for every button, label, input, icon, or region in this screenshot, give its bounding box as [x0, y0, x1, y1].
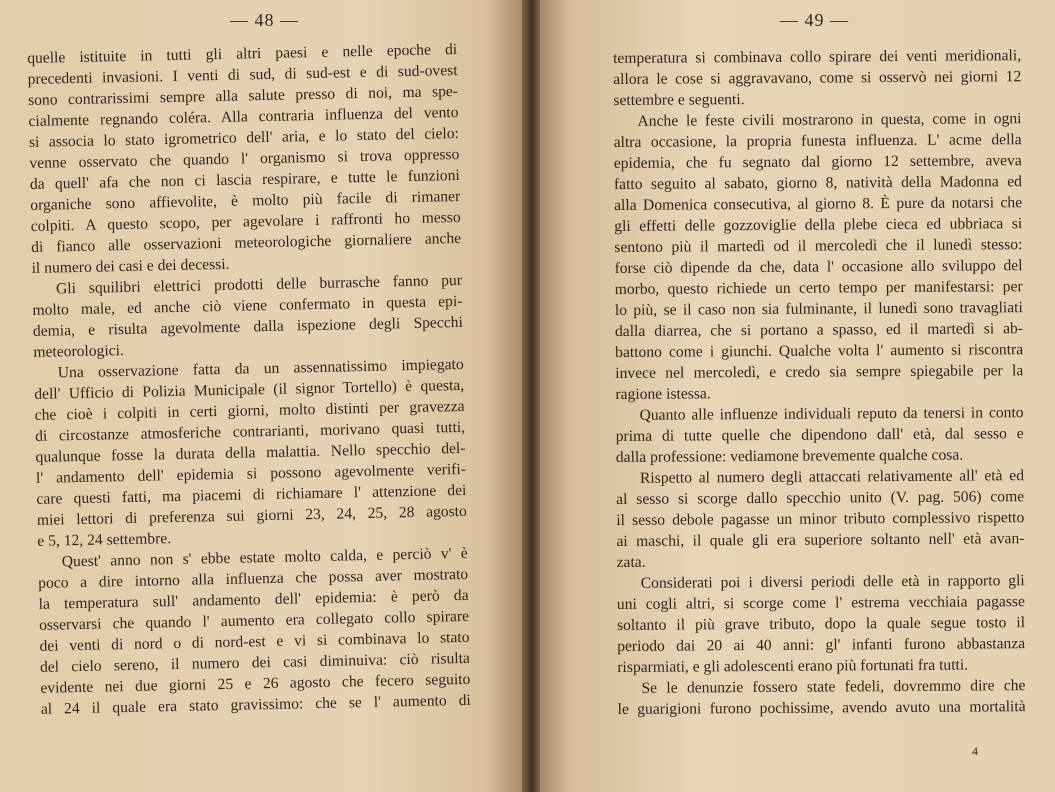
- text-line: cialmente regnando coléra. Alla contraria influenza del vento: [28, 103, 459, 130]
- text-line: prima di tutte quelle che dipendono dall' età, dal sesso e: [615, 425, 1024, 445]
- text-line: Gli squilibri elettrici prodotti delle burrasche fanno pur: [55, 271, 463, 298]
- text-line: epidemia, che fu segnato dal giorno 12 settembre, aveva: [613, 152, 1022, 172]
- text-line: e 5, 12, 24 settembre.: [37, 530, 172, 550]
- left-page-text: [27, 39, 471, 720]
- text-line: risparmiati, e gli adolescenti erano più fortunati fra tutti.: [617, 656, 969, 676]
- text-line: al sesso si scorge dallo specchio unito (V. pag. 506) come: [616, 488, 1025, 508]
- text-line: Una osservazione fatta da un assennatissimo impiegato: [57, 355, 464, 382]
- text-line: sono contrarissimi sempre alla salute presso di noi, ma spe-: [27, 82, 459, 109]
- book-gutter: [522, 0, 540, 792]
- text-line: forse ciò dipende da che, data l' occasione allo sviluppo del: [614, 257, 1023, 277]
- text-line: settembre e seguenti.: [613, 91, 745, 109]
- text-line: gli effetti delle gozzoviglie della plebe cieca ed ubbriaca si: [614, 215, 1023, 235]
- text-line: del cielo sereno, il numero dei casi diminuiva: ciò risulta: [39, 649, 471, 676]
- text-line: dalla professione: vediamone brevemente qualche cosa.: [615, 446, 964, 466]
- text-line: ragione istessa.: [615, 385, 711, 403]
- text-line: temperatura si combinava collo spirare dei venti meridionali,: [613, 47, 1022, 67]
- text-line: molto male, ed anche ciò viene confermato in questa epi-: [32, 292, 463, 319]
- text-line: miei lettori di preferenza sui giorni 23, 24, 25, 28 agosto: [36, 502, 467, 529]
- text-line: le guarigioni furono pochissime, avendo avuto una mortalità: [617, 698, 1026, 718]
- text-line: l' andamento dell' epidemia si possono agevolmente verifi-: [35, 460, 467, 487]
- text-line: demia, e risulta agevolmente dalla ispezione degli Specchi: [32, 313, 464, 340]
- text-line: dalla diarrea, che si portano a spasso, ed il martedì si ab-: [614, 320, 1024, 340]
- text-line: allora le cose si aggravavano, come si osservò nei giorni 12: [613, 68, 1022, 88]
- text-line: meteorologici.: [33, 342, 125, 361]
- text-line: Se le denunzie fossero state fedeli, dovremmo dire che: [641, 677, 1026, 697]
- text-line: al 24 il quale era stato gravissimo: che se l' aumento di: [40, 691, 471, 718]
- text-line: Rispetto al numero degli attaccati relativamente all' età ed: [639, 467, 1025, 487]
- text-line: alla Domenica consecutiva, al giorno 8. È pure da notarsi che: [614, 194, 1023, 214]
- text-line: il sesso debole pagasse un minor tributo complessivo rispetto: [616, 509, 1025, 529]
- text-line: zata.: [616, 553, 646, 571]
- page-number-right: — 49 —: [780, 10, 849, 30]
- page-number-left: — 48 —: [230, 10, 299, 30]
- text-line: Quanto alle influenze individuali reputo da tenersi in conto: [639, 404, 1024, 424]
- text-line: soltanto il più grave tributo, dopo la quale segue tosto il: [616, 614, 1026, 634]
- text-line: lo più, se il caso non sia fulminante, il lunedì sono travagliati: [614, 299, 1023, 319]
- text-line: colpiti. A questo scopo, per agevolare i raffronti ho messo: [30, 208, 461, 235]
- text-line: dei venti di nord o di nord-est e vi si combinava lo stato: [39, 628, 470, 655]
- text-line: si associa lo stato igrometrico dell' aria, e lo stato del cielo:: [28, 124, 460, 151]
- text-line: osservarsi che quando l' aumento era collegato collo spirare: [38, 607, 470, 634]
- text-line: altra occasione, la propria funesta influenza. L' acme della: [613, 131, 1022, 151]
- text-line: invece nel mercoledì, e credo sia sempre spiegabile per la: [615, 362, 1024, 382]
- right-page-text: [613, 45, 1026, 720]
- text-line: fatto seguito al sabato, giorno 8, natività della Madonna ed: [613, 173, 1023, 193]
- text-line: di fianco alle osservazioni meteorologiche giornaliere anche: [31, 229, 462, 256]
- text-line: periodo dai 20 ai 40 anni: gl' infanti furono abbastanza: [617, 635, 1026, 655]
- text-line: battono come i giunchi. Qualche volta l' aumento si riscontra: [615, 341, 1024, 361]
- text-line: sentono più il martedì od il mercoledì che il lunedì stesso:: [614, 236, 1023, 256]
- text-line: Anche le feste civili mostrarono in questa, come in ogni: [637, 110, 1022, 130]
- text-line: dell' Ufficio di Polizia Municipale (il signor Tortello) è questa,: [34, 376, 465, 403]
- text-line: qualunque fosse la durata della malattia. Nello specchio del-: [35, 439, 466, 466]
- text-line: ai maschi, il quale gli era superiore soltanto nell' età avan-: [616, 530, 1025, 550]
- text-line: quelle istituite in tutti gli altri paesi e nelle epoche di: [27, 40, 458, 67]
- left-page: [0, 0, 522, 792]
- text-line: Considerati poi i diversi periodi delle età in rapporto gli: [640, 572, 1025, 592]
- right-page: [540, 0, 1055, 792]
- text-line: il numero dei casi e dei decessi.: [31, 255, 230, 277]
- signature-mark: 4: [972, 744, 978, 758]
- text-line: venne osservato che quando l' organismo si trova oppresso: [29, 145, 460, 172]
- text-line: la temperatura sull' andamento dell' epidemia: è però da: [38, 586, 469, 613]
- text-line: precedenti invasioni. I venti di sud, di sud-est e di sud-ovest: [27, 61, 458, 88]
- text-line: care questi fatti, ma piacemi di richiamare l' attenzione dei: [36, 481, 467, 508]
- text-line: morbo, questo richiede un certo tempo per manifestarsi: per: [614, 278, 1023, 298]
- text-line: da quell' afa che non ci lascia respirare, e tutte le funzioni: [29, 166, 460, 193]
- text-line: Quest' anno non s' ebbe estate molto calda, e perciò v' è: [61, 544, 468, 571]
- text-line: uni cogli altri, si scorge come l' estrema vecchiaia pagasse: [616, 593, 1025, 613]
- text-line: che cioè i colpiti in certi giorni, molto distinti per gravezza: [34, 397, 465, 424]
- text-line: evidente nei due giorni 25 e 26 agosto che fecero seguito: [40, 670, 471, 697]
- text-line: poco a dire intorno alla influenza che possa aver mostrato: [38, 565, 469, 592]
- text-line: di circostanze atmosferiche contrarianti, morivano quasi tutti,: [34, 418, 466, 445]
- text-line: organiche sono affievolite, è molto più facile di rimaner: [30, 187, 461, 214]
